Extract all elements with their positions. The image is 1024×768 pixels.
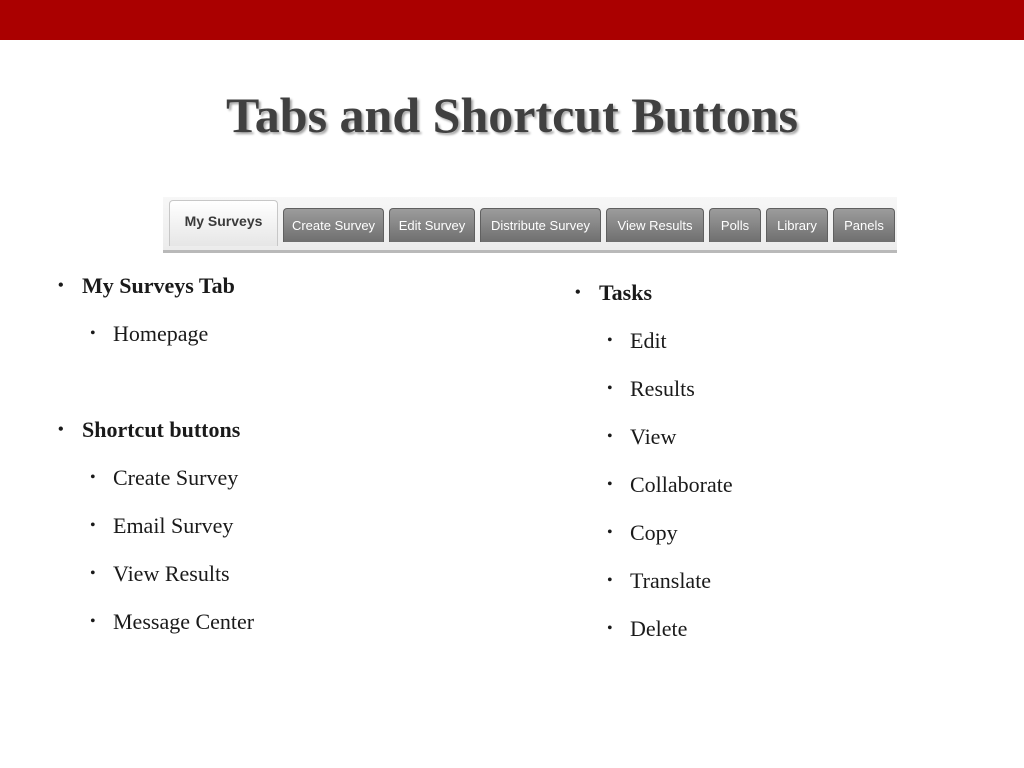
bullet-text: Create Survey (113, 465, 239, 490)
list-item (575, 615, 733, 643)
top-accent-band (0, 0, 1024, 40)
list-item-heading (575, 279, 733, 307)
bullet-icon: • (607, 620, 613, 637)
list-item (58, 608, 254, 636)
bullet-text: Homepage (113, 321, 209, 346)
bullet-icon: • (607, 572, 613, 589)
bullet-icon: • (607, 332, 613, 349)
tab-my-surveys[interactable]: My Surveys (169, 200, 278, 246)
list-item-heading (58, 416, 254, 444)
bullet-icon: • (90, 565, 96, 582)
list-item (58, 320, 254, 348)
tab-create-survey[interactable]: Create Survey (283, 208, 384, 242)
tab-view-results[interactable]: View Results (606, 208, 704, 242)
bullet-heading-shortcut-buttons: Shortcut buttons (82, 417, 241, 442)
tab-library[interactable]: Library (766, 208, 828, 242)
bullet-text: View (630, 424, 677, 449)
tab-edit-survey[interactable]: Edit Survey (389, 208, 475, 242)
bullet-icon: • (607, 524, 613, 541)
slide-title: Tabs and Shortcut Buttons (226, 87, 798, 143)
bullet-text: Translate (630, 568, 712, 593)
bullet-icon: • (58, 277, 64, 294)
bullet-icon: • (607, 380, 613, 397)
list-item (575, 567, 733, 595)
list-item (58, 464, 254, 492)
right-bullet-list (575, 277, 733, 643)
bullet-icon: • (607, 476, 613, 493)
bullet-text: Delete (630, 616, 688, 641)
bullet-icon: • (90, 613, 96, 630)
bullet-icon: • (90, 517, 96, 534)
bullet-icon: • (90, 469, 96, 486)
bullet-icon: • (575, 284, 581, 301)
bullet-text: Results (630, 376, 695, 401)
tab-panels[interactable]: Panels (833, 208, 895, 242)
bullet-icon: • (58, 421, 64, 438)
list-item (575, 519, 733, 547)
bullet-icon: • (90, 325, 96, 342)
list-item-heading (58, 272, 254, 300)
bullet-text: View Results (113, 561, 230, 586)
list-item (575, 423, 733, 451)
tab-bar (163, 197, 897, 253)
bullet-text: Email Survey (113, 513, 234, 538)
list-item (575, 375, 733, 403)
tab-distribute-survey[interactable]: Distribute Survey (480, 208, 601, 242)
tab-polls[interactable]: Polls (709, 208, 761, 242)
bullet-heading-tasks: Tasks (599, 280, 653, 305)
list-item (58, 512, 254, 540)
list-item (575, 327, 733, 355)
bullet-text: Collaborate (630, 472, 733, 497)
list-item (575, 471, 733, 499)
bullet-text: Edit (630, 328, 667, 353)
bullet-icon: • (607, 428, 613, 445)
left-bullet-list (58, 270, 254, 636)
bullet-text: Copy (630, 520, 678, 545)
bullet-heading-my-surveys-tab: My Surveys Tab (82, 273, 235, 298)
bullet-text: Message Center (113, 609, 255, 634)
list-item (58, 560, 254, 588)
